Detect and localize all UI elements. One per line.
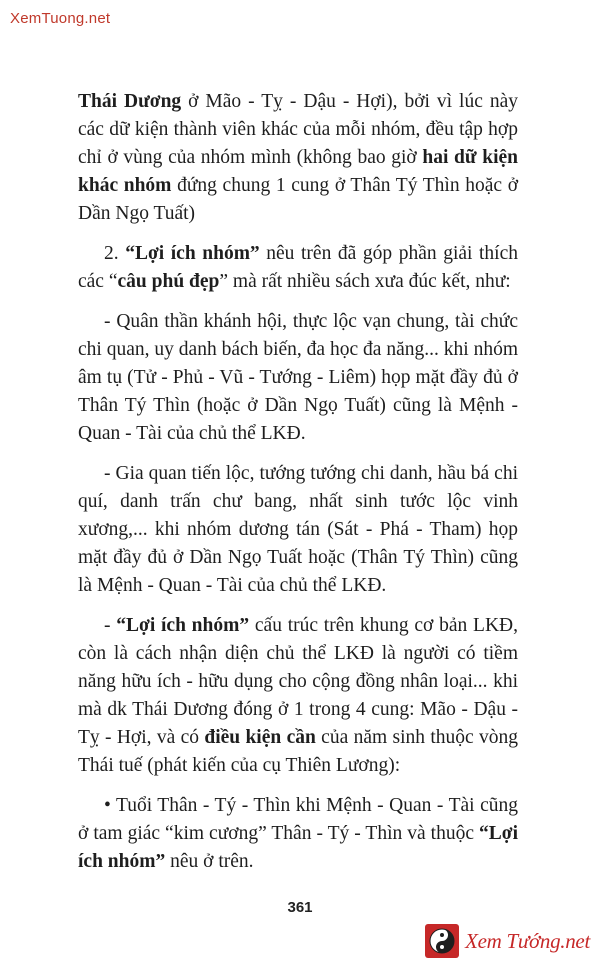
text: ” mà rất nhiều sách xưa đúc kết, như: (219, 271, 511, 292)
paragraph-5 (78, 612, 518, 780)
text: 2. (104, 243, 126, 264)
text: • Tuổi Thân - Tý - Thìn khi Mệnh - Quan - Tài cũng ở tam giác “kim cương” Thân - Tý - Thìn và thuộc (78, 795, 518, 844)
page-body (78, 88, 518, 888)
paragraph-2 (78, 240, 518, 296)
bold-text: điều kiện cần (204, 727, 316, 748)
bold-text: câu phú đẹp (117, 271, 220, 292)
text: nêu trên đã góp phần giải thích các “ (78, 243, 518, 292)
watermark-top: XemTuong.net (10, 10, 111, 27)
text: ở Mão - Tỵ - Dậu - Hợi), bởi vì lúc này các dữ kiện thành viên khác của mỗi nhóm, đều tập hợp chỉ ở vùng của nhóm mình (không bao giờ (78, 91, 518, 168)
bold-text: Thái Dương (78, 91, 182, 112)
site-logo (425, 921, 590, 961)
text: của năm sinh thuộc vòng Thái tuế (phát kiến của cụ Thiên Lương): (78, 727, 518, 776)
bold-text: “Lợi ích nhóm” (78, 823, 518, 872)
paragraph-1 (78, 88, 518, 228)
yin-yang-icon (425, 924, 459, 958)
paragraph-4: - Gia quan tiến lộc, tướng tướng chi danh, hầu bá chi quí, danh trấn chư bang, nhất sinh tước lộc vinh xương,... khi nhóm dương tán (Sát - Phá - Tham) họp mặt đầy đủ ở Dần Ngọ Tuất hoặc (Thân Tý Thìn) cũng là Mệnh - Quan - Tài của chủ thể LKĐ. (78, 463, 518, 596)
text: - (104, 615, 117, 636)
paragraph-3: - Quân thần khánh hội, thực lộc vạn chung, tài chức chi quan, uy danh bách biến, đa học đa năng... khi nhóm âm tụ (Tử - Phủ - Vũ - Tướng - Liêm) họp mặt đầy đủ ở Thân Tý Thìn (hoặc ở Dần Ngọ Tuất) cũng là Mệnh - Quan - Tài của chủ thể LKĐ. (78, 311, 518, 444)
text: cấu trúc trên khung cơ bản LKĐ, còn là cách nhận diện chủ thể LKĐ là người có tiềm năng hữu ích - hữu dụng cho cộng đồng nhân loại... khi mà dk Thái Dương đóng ở 1 trong 4 cung: Mão - Dậu - Tỵ - Hợi, và có (78, 615, 518, 748)
bold-text: “Lợi ích nhóm” (125, 243, 260, 264)
logo-text: Xem Tướng.net (465, 928, 590, 953)
page-number: 361 (287, 899, 313, 916)
bold-text: “Lợi ích nhóm” (116, 615, 250, 636)
text: nêu ở trên. (165, 851, 254, 872)
paragraph-6 (78, 792, 518, 876)
bold-text: hai dữ kiện khác nhóm (78, 147, 519, 196)
text: đứng chung 1 cung ở Thân Tý Thìn hoặc ở Dần Ngọ Tuất) (78, 175, 519, 224)
